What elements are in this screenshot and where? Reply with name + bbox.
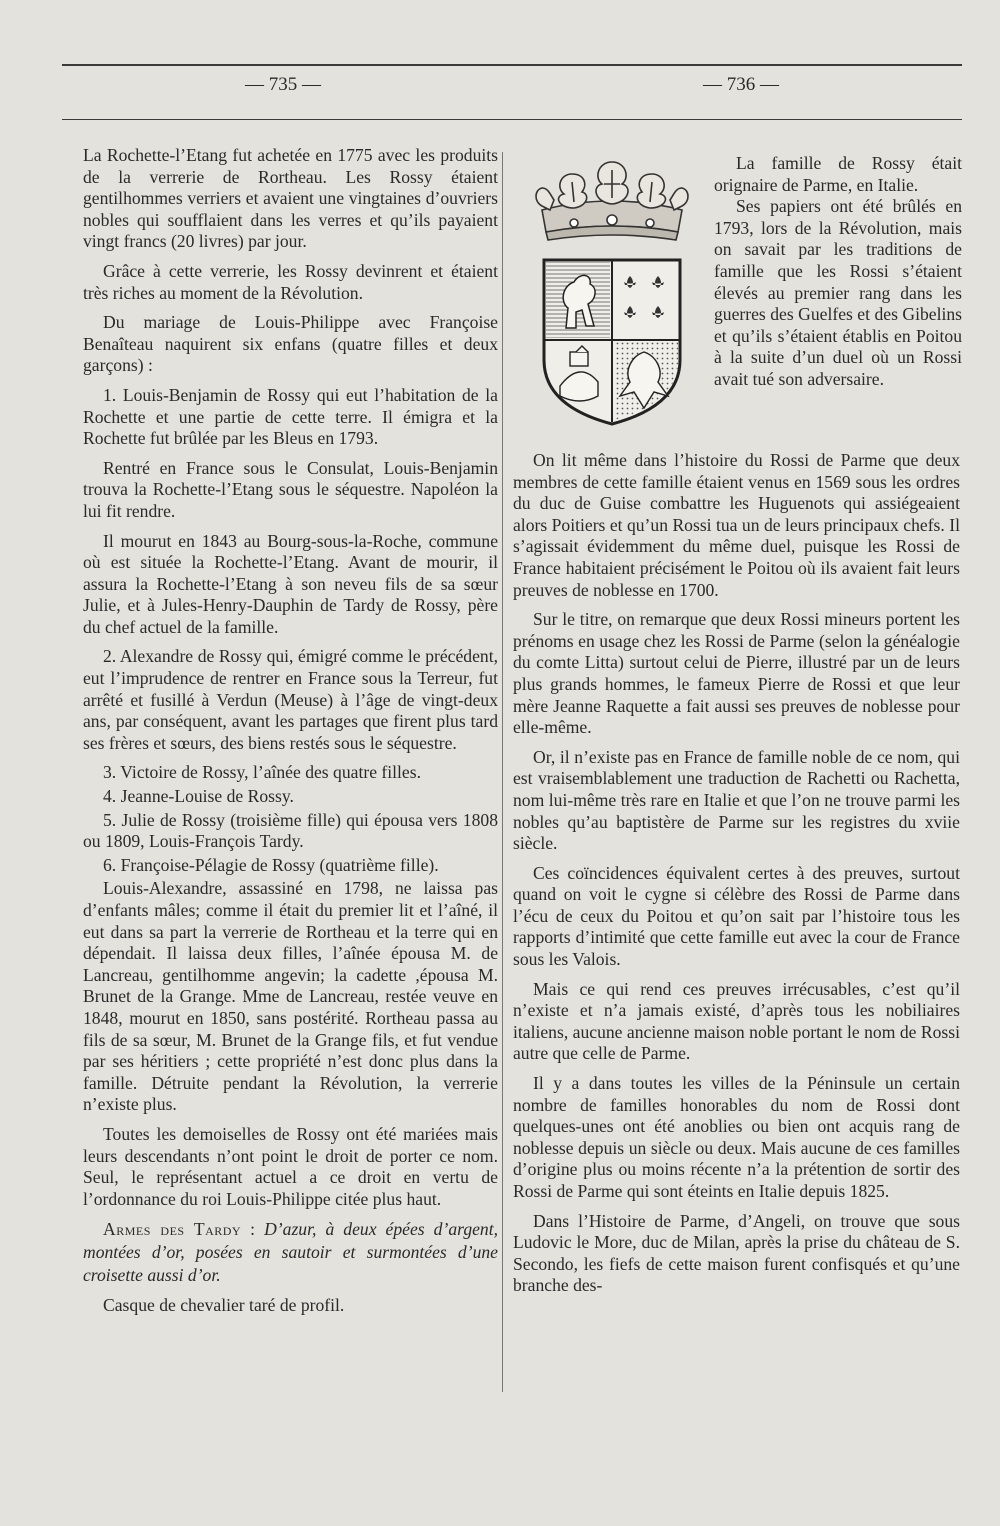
armes-blazon: D’azur, à deux épées d’argent, montées d’or, posées en sautoir et surmontées d’une croisette aussi d’or. [83,1219,499,1286]
paragraph: Dans l’Histoire de Parme, d’Angeli, on trouve que sous Ludovic le More, duc de Milan, après la prise du château de S. Secondo, les fiefs de cette maison furent confisqués et qu’une branche des- [513,1210,960,1296]
paragraph: Ces coïncidences équivalent certes à des preuves, surtout quand on voit le cygne si célèbre des Rossi de Parme dans l’écu de ceux du Poitou et qu’on sait par l’histoire tous les rapports d’intimité que cette famille eut avec la cour de France sous les Valois. [513,862,960,970]
paragraph: 1. Louis-Benjamin de Rossy qui eut l’habitation de la Rochette et une partie de cette terre. Il émigra et la Rochette fut brûlée par les Bleus en 1793. [83,384,498,449]
paragraph: La famille de Rossy était orignaire de Parme, en Italie. [714,153,962,195]
paragraph: 6. Françoise-Pélagie de Rossy (quatrième fille). [103,854,439,875]
paragraph: Du mariage de Louis-Philippe avec Françoise Benaîteau naquirent six enfans (quatre filles et deux garçons) : [83,312,498,376]
top-rule [62,64,962,66]
coat-of-arms-icon [540,256,684,428]
armes-label: Armes des Tardy [103,1219,242,1240]
paragraph: Mais ce qui rend ces preuves irrécusables, c’est qu’il n’existe et n’a jamais existé, d’après tous les nobiliaires italiens, aucune ancienne maison noble portant le nom de Rossi autre que celle de Parme. [513,978,960,1064]
paragraph: La Rochette-l’Etang fut achetée en 1775 avec les produits de la verrerie de Rortheau. Les Rossy étaient gentilhommes verriers et avaient une vingtaines d’ouvriers nobles qui soufflaient dans les verres et qu’ils payaient vingt francs (20 livres) par jour. [83,145,498,252]
casque-line: Casque de chevalier taré de profil. [103,1295,345,1316]
paragraph: Il mourut en 1843 au Bourg-sous-la-Roche, commune où est située la Rochette-l’Etang. Avant de mourir, il assura la Rochette-l’Etang à son neveu fils de sa sœur Julie, et à Jules-Henry-Dauphin de Tardy de Rossy, père du chef actuel de la famille. [83,530,498,637]
right-intro-text [714,153,962,391]
paragraph: Or, il n’existe pas en France de famille noble de ce nom, qui est vraisemblablement une traduction de Rachetti ou Rachetta, nom lui-même très rare en Italie et que l’on ne trouve parmi les nobles qu’au baptistère de Parme sur les registres du xviie siècle. [513,746,960,854]
paragraph: 5. Julie de Rossy (troisième fille) qui épousa vers 1808 ou 1809, Louis-François Tardy. [83,809,498,852]
left-column [83,145,498,1325]
armes-separator: : [241,1219,265,1240]
paragraph: Toutes les demoiselles de Rossy ont été mariées mais leurs descendants n’ont point le droit de porter ce nom. Seul, le représentant actuel a ce droit en vertu de l’ordonnance du roi Louis-Philippe citée plus haut. [83,1123,498,1209]
paragraph: Il y a dans toutes les villes de la Péninsule un certain nombre de familles honorables du nom de Rossi dont quelques-unes ont été anoblies ou bien ont acquis rang de noblesse depuis un siècle ou deux. Mais aucune de ces familles d’origine plus ou moins récente n’a la prétention de sortir des Rossi de Parme qui sont éteints en Italie depuis 1825. [513,1073,960,1201]
coronet-icon [528,148,696,244]
paragraph: Ses papiers ont été brûlés en 1793, lors de la Révolution, mais on savait par les traditions de famille que les Rossi s’étaient élevés au premier rang dans les guerres des Guelfes et des Gibelins et qu’ils s’étaient établis en Poitou à la suite d’un duel où un Rossi avait tué son adversaire. [714,196,962,389]
paragraph: 3. Victoire de Rossy, l’aînée des quatre filles. [103,762,421,783]
paragraph: Louis-Alexandre, assassiné en 1798, ne laissa pas d’enfants mâles; comme il était du premier lit et l’aîné, il eut dans sa part la verrerie de Rortheau et la terre qui en dépendait. Il laissa deux filles, l’aînée épousa M. de Lancreau, gentilhomme angevin; la cadette ,épousa M. Brunet de la Grange. Mme de Lancreau, restée veuve en 1848, mourut en 1850, sans postérité. Rortheau passa au fils de sa sœur, M. Brunet de la Grange fils, et fut vendue par ses héritiers ; cette propriété n’est donc plus dans la famille. Détruite pendant la Révolution, la verrerie n’existe plus. [83,878,498,1115]
paragraph: Sur le titre, on remarque que deux Rossi mineurs portent les prénoms en usage chez les Rossi de Parme (selon la généalogie du comte Litta) surtout celui de Pierre, illustré par un de leurs plus grands hommes, le fameux Pierre de Rossi et que leur mère Jeanne Raquette a fait aussi ses preuves de noblesse pour elle-même. [513,609,960,738]
page-number-right: — 736 — [703,74,779,95]
paragraph: Rentré en France sous le Consulat, Louis-Benjamin trouva la Rochette-l’Etang sous le séquestre. Napoléon la lui fit rendre. [83,457,498,521]
paragraph: 2. Alexandre de Rossy qui, émigré comme le précédent, eut l’imprudence de rentrer en France sous la Terreur, fut arrêté et fusillé à Verdun (Meuse) à l’âge de vingt-deux ans, par conséquent, avant les partages que firent plus tard ses frères et sœurs, des biens restés sous le séquestre. [83,646,498,753]
paragraph: Grâce à cette verrerie, les Rossy devinrent et étaient très riches au moment de la Révolution. [83,260,498,303]
page-number-left: — 735 — [245,74,321,95]
column-separator [502,152,503,1392]
header-rule [62,119,962,120]
paragraph: 4. Jeanne-Louise de Rossy. [103,786,294,807]
armes-des-tardy [83,1218,498,1287]
paragraph: On lit même dans l’histoire du Rossi de Parme que deux membres de cette famille étaient venus en 1569 sous les ordres du duc de Guise combattre les Huguenots qui assiégeaient alors Poitiers et qu’un Rossi tua un de leurs principaux chefs. Il s’agissait évidemment du même duel, puisque les Rossi de France habitaient précisément le Poitou où ils avaient fait leurs preuves de noblesse en 1700. [513,450,960,600]
right-column [513,450,960,1305]
